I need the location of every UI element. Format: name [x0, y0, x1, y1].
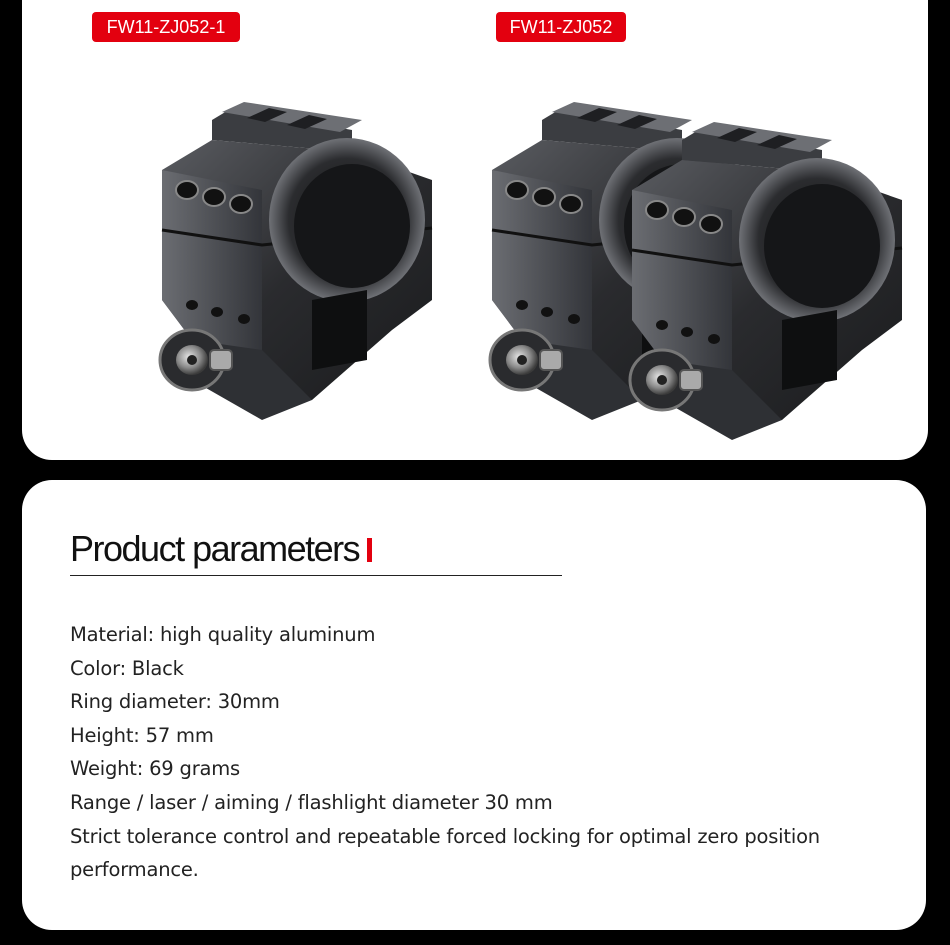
spec-ring-diameter: Ring diameter: 30mm — [70, 690, 280, 714]
model-tag-single: FW11-ZJ052-1 — [92, 12, 240, 42]
spec-color: Color: Black — [70, 656, 184, 680]
spec-tolerance: Strict tolerance control and repeatable forced locking for optimal zero position performance. — [70, 824, 820, 882]
title-divider — [70, 575, 562, 576]
scope-mount-illustration — [22, 0, 928, 460]
title-accent-bar — [367, 538, 372, 562]
spec-material: Material: high quality aluminum — [70, 623, 376, 646]
product-parameters-card — [22, 480, 926, 930]
spec-list — [70, 618, 870, 887]
product-image-card — [22, 0, 928, 460]
spec-compatible-diameter: Range / laser / aiming / flashlight diameter 30 mm — [70, 790, 553, 814]
spec-height: Height: 57 mm — [70, 723, 214, 747]
section-title: Product parameters — [70, 528, 360, 569]
spec-weight: Weight: 69 grams — [70, 757, 241, 781]
model-tag-pair: FW11-ZJ052 — [496, 12, 626, 42]
